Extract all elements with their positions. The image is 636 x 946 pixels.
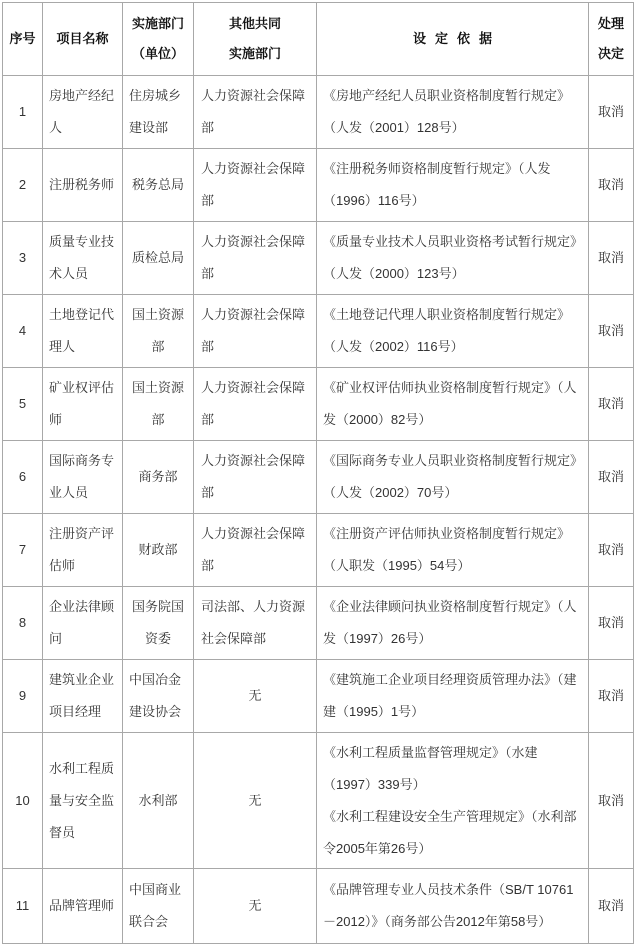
- cell-decision: [589, 514, 634, 587]
- co-departments-text: 无: [248, 688, 262, 703]
- basis-block: [323, 737, 585, 865]
- basis-block: [323, 372, 585, 436]
- cell-department: [123, 149, 194, 222]
- header-department-text: 实施部门（单位）: [131, 16, 184, 61]
- table-row: [3, 514, 634, 587]
- header-decision-text: 处理决定: [597, 16, 624, 61]
- project-name-text: 质量专业技术人员: [49, 234, 115, 281]
- header-co-departments-text: 其他共同实施部门: [228, 16, 281, 61]
- basis-text: 《品牌管理专业人员技术条件（SB/T 10761－2012）》（商务部公告2012年第58号）: [323, 882, 574, 929]
- index-text: 6: [18, 469, 27, 484]
- basis-text: 《水利工程建设安全生产管理规定》（水利部令2005年第26号）: [323, 808, 577, 856]
- index-text: 5: [18, 396, 27, 411]
- department-text: 水利部: [138, 792, 178, 808]
- cell-department: [123, 441, 194, 514]
- table-row: [3, 441, 634, 514]
- table-row: [3, 222, 634, 295]
- cell-project-name: [43, 514, 123, 587]
- cell-index: [3, 222, 43, 295]
- co-departments-text: 人力资源社会保障部: [201, 453, 306, 500]
- index-text: 8: [18, 615, 27, 630]
- cell-index: [3, 660, 43, 733]
- index-text: 3: [18, 250, 27, 265]
- cell-project-name: [43, 441, 123, 514]
- decision-text: 取消: [597, 469, 624, 484]
- department-text: 中国冶金建设协会: [129, 672, 182, 719]
- basis-text: 《国际商务专业人员职业资格制度暂行规定》（人发（2002）70号）: [323, 453, 584, 500]
- cell-index: [3, 149, 43, 222]
- cell-project-name: [43, 295, 123, 368]
- cell-basis: [317, 368, 589, 441]
- cell-index: [3, 295, 43, 368]
- cell-co-departments: [194, 733, 317, 869]
- cell-decision: [589, 660, 634, 733]
- co-departments-text: 无: [248, 792, 262, 808]
- department-text: 财政部: [138, 542, 178, 557]
- index-text: 2: [18, 177, 27, 192]
- cell-decision: [589, 368, 634, 441]
- cell-decision: [589, 222, 634, 295]
- cell-index: [3, 733, 43, 869]
- cell-basis: [317, 733, 589, 869]
- department-text: 中国商业联合会: [129, 882, 182, 929]
- cell-project-name: [43, 869, 123, 944]
- co-departments-text: 人力资源社会保障部: [201, 234, 306, 281]
- cell-basis: [317, 76, 589, 149]
- cell-co-departments: [194, 149, 317, 222]
- table-row: [3, 587, 634, 660]
- cell-department: [123, 733, 194, 869]
- cell-index: [3, 76, 43, 149]
- decision-text: 取消: [597, 250, 624, 265]
- department-text: 质检总局: [131, 250, 184, 265]
- cell-decision: [589, 869, 634, 944]
- header-basis-text: 设 定 依 据: [412, 31, 493, 46]
- decision-text: 取消: [597, 104, 624, 119]
- project-name-text: 国际商务专业人员: [49, 453, 115, 500]
- cell-decision: [589, 441, 634, 514]
- project-name-text: 水利工程质量与安全监督员: [49, 760, 115, 840]
- cell-project-name: [43, 222, 123, 295]
- department-text: 国务院国资委: [131, 599, 184, 646]
- index-text: 10: [15, 792, 30, 808]
- header-index-text: 序号: [9, 31, 36, 46]
- basis-text: 《企业法律顾问执业资格制度暂行规定》（人发（1997）26号）: [323, 599, 577, 646]
- decision-text: 取消: [597, 615, 624, 630]
- basis-text: 《水利工程质量监督管理规定》（水建（1997）339号）: [323, 744, 538, 792]
- cell-basis: [317, 222, 589, 295]
- cell-department: [123, 295, 194, 368]
- basis-block: [323, 518, 585, 582]
- table-row: [3, 733, 634, 869]
- cell-basis: [317, 149, 589, 222]
- cell-project-name: [43, 660, 123, 733]
- table-row: [3, 368, 634, 441]
- index-text: 7: [18, 542, 27, 557]
- index-text: 9: [18, 688, 27, 703]
- co-departments-text: 人力资源社会保障部: [201, 161, 306, 208]
- project-name-text: 注册资产评估师: [49, 526, 115, 573]
- cell-decision: [589, 733, 634, 869]
- basis-block: [323, 153, 585, 217]
- decision-text: 取消: [597, 396, 624, 411]
- co-departments-text: 人力资源社会保障部: [201, 307, 306, 354]
- project-name-text: 房地产经纪人: [49, 88, 115, 135]
- cell-co-departments: [194, 76, 317, 149]
- cell-department: [123, 514, 194, 587]
- qualification-table: [2, 2, 634, 944]
- basis-text: 《矿业权评估师执业资格制度暂行规定》（人发（2000）82号）: [323, 380, 577, 427]
- cell-department: [123, 587, 194, 660]
- table-row: [3, 869, 634, 944]
- table-row: [3, 149, 634, 222]
- basis-block: [323, 664, 585, 728]
- basis-block: [323, 445, 585, 509]
- decision-text: 取消: [597, 792, 624, 808]
- basis-text: 《建筑施工企业项目经理资质管理办法》（建建（1995）1号）: [323, 672, 577, 719]
- table-row: [3, 295, 634, 368]
- cell-index: [3, 368, 43, 441]
- decision-text: 取消: [597, 542, 624, 557]
- department-text: 住房城乡建设部: [129, 88, 182, 135]
- cell-basis: [317, 441, 589, 514]
- cell-basis: [317, 514, 589, 587]
- cell-index: [3, 441, 43, 514]
- cell-index: [3, 514, 43, 587]
- cell-project-name: [43, 733, 123, 869]
- cell-basis: [317, 869, 589, 944]
- cell-decision: [589, 76, 634, 149]
- header-decision: [589, 3, 634, 76]
- index-text: 11: [15, 898, 30, 913]
- basis-text: 《注册税务师资格制度暂行规定》（人发（1996）116号）: [323, 161, 551, 208]
- project-name-text: 土地登记代理人: [49, 307, 115, 354]
- cell-project-name: [43, 587, 123, 660]
- cell-decision: [589, 295, 634, 368]
- project-name-text: 企业法律顾问: [49, 599, 115, 646]
- department-text: 国土资源部: [131, 380, 184, 427]
- cell-co-departments: [194, 587, 317, 660]
- cell-project-name: [43, 368, 123, 441]
- cell-basis: [317, 660, 589, 733]
- cell-co-departments: [194, 368, 317, 441]
- co-departments-text: 司法部、人力资源社会保障部: [201, 599, 306, 646]
- header-co-departments: [194, 3, 317, 76]
- decision-text: 取消: [597, 898, 624, 913]
- cell-department: [123, 222, 194, 295]
- basis-text: 《土地登记代理人职业资格制度暂行规定》（人发（2002）116号）: [323, 307, 571, 354]
- cell-project-name: [43, 149, 123, 222]
- project-name-text: 品牌管理师: [49, 898, 115, 913]
- basis-text: 《房地产经纪人员职业资格制度暂行规定》（人发（2001）128号）: [323, 88, 571, 135]
- cell-basis: [317, 295, 589, 368]
- table-row: [3, 660, 634, 733]
- cell-co-departments: [194, 441, 317, 514]
- basis-block: [323, 591, 585, 655]
- header-department: [123, 3, 194, 76]
- co-departments-text: 人力资源社会保障部: [201, 380, 306, 427]
- basis-text: 《质量专业技术人员职业资格考试暂行规定》（人发（2000）123号）: [323, 234, 584, 281]
- header-project-name-text: 项目名称: [56, 31, 109, 46]
- cell-index: [3, 869, 43, 944]
- basis-block: [323, 874, 585, 938]
- index-text: 4: [18, 323, 27, 338]
- decision-text: 取消: [597, 688, 624, 703]
- cell-basis: [317, 587, 589, 660]
- cell-department: [123, 76, 194, 149]
- decision-text: 取消: [597, 177, 624, 192]
- cell-department: [123, 660, 194, 733]
- cell-project-name: [43, 76, 123, 149]
- department-text: 商务部: [138, 469, 178, 484]
- cell-department: [123, 869, 194, 944]
- basis-text: 《注册资产评估师执业资格制度暂行规定》（人职发（1995）54号）: [323, 526, 571, 573]
- basis-block: [323, 80, 585, 144]
- basis-block: [323, 226, 585, 290]
- cell-department: [123, 368, 194, 441]
- cell-co-departments: [194, 295, 317, 368]
- department-text: 国土资源部: [131, 307, 184, 354]
- cell-decision: [589, 149, 634, 222]
- decision-text: 取消: [597, 323, 624, 338]
- header-basis: [317, 3, 589, 76]
- header-index: [3, 3, 43, 76]
- index-text: 1: [18, 104, 27, 119]
- co-departments-text: 无: [248, 898, 262, 913]
- table-row: [3, 76, 634, 149]
- cell-co-departments: [194, 660, 317, 733]
- cell-index: [3, 587, 43, 660]
- cell-co-departments: [194, 869, 317, 944]
- cell-co-departments: [194, 514, 317, 587]
- cell-decision: [589, 587, 634, 660]
- cell-co-departments: [194, 222, 317, 295]
- co-departments-text: 人力资源社会保障部: [201, 526, 306, 573]
- basis-block: [323, 299, 585, 363]
- project-name-text: 建筑业企业项目经理: [49, 672, 115, 719]
- header-row: [3, 3, 634, 76]
- department-text: 税务总局: [131, 177, 184, 192]
- co-departments-text: 人力资源社会保障部: [201, 88, 306, 135]
- project-name-text: 矿业权评估师: [49, 380, 115, 427]
- project-name-text: 注册税务师: [49, 177, 115, 192]
- header-project-name: [43, 3, 123, 76]
